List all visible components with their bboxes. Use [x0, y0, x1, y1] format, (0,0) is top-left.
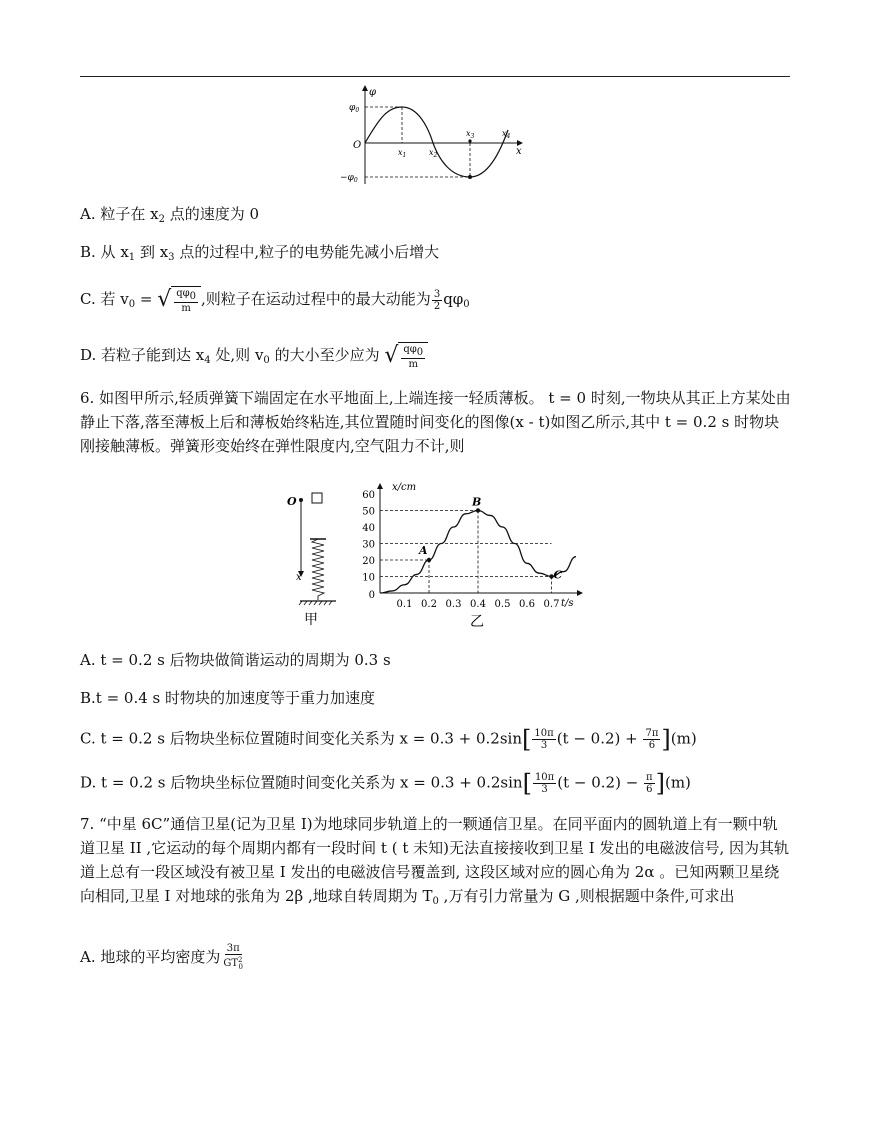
y-axis-title: x/cm	[392, 482, 417, 493]
q7-stem: 7. “中星 6C”通信卫星(记为卫星 I)为地球同步轨道上的一颗通信卫星。在同平面内的圆轨道上有一颗中轨道卫星 II ,它运动的每个周期内都有一段时间 t ( t 未知)无法直接接收到卫星 I 发出的电磁波信号, 因为其轨道上总有一段区域没有被卫星 I 发出的电磁波信号覆盖到, 这段区域对应的圆心角为 2α 。已知两颗卫星绕向相同,卫星 I 对地球的张角为 2β ,地球自转周期为 $T_0$ ,万有引力常量为 G ,则根据题中条件,可求出	[80, 815, 789, 907]
x2-label: x	[429, 148, 434, 157]
x1-label: x	[398, 148, 403, 157]
point-label-c: C	[553, 568, 563, 582]
x-tick-label: 0.3	[445, 599, 462, 610]
svg-text:x1	[398, 148, 406, 159]
x-arrow-label: x	[296, 572, 302, 583]
x-tick-label: 0.4	[470, 599, 486, 610]
q6-option-c: C. t = 0.2 s 后物块坐标位置随时间变化关系为 x = 0.3 + 0.2sin[ $\frac{10\pi}{3}$ (t − 0.2) + $\frac{7\pi}{6}$ ](m)	[80, 725, 697, 754]
q5-option-a: A. 粒子在 $x_2$ 点的速度为 0	[80, 205, 260, 225]
x1-sub: 1	[402, 152, 407, 159]
origin-o-label: O	[287, 495, 297, 508]
svg-text:φ0	[349, 103, 359, 114]
xt-chart	[356, 478, 596, 630]
q5-option-d: D. 若粒子能到达 $x_4$ 处,则 $v_0$ 的大小至少应为 √ $\frac{q\varphi_0}{m}$	[80, 342, 428, 371]
phi0-label: φ	[349, 103, 356, 113]
y-tick-label: 10	[362, 572, 375, 584]
point-label-b: B	[472, 495, 482, 509]
y-tick-label: 50	[362, 506, 375, 518]
y-tick-label: 20	[362, 556, 375, 567]
three-halves-fraction: $\frac{3}{2}$	[433, 288, 441, 312]
chart-origin: 0	[368, 590, 375, 601]
point-b	[476, 508, 480, 512]
q6-stem: 6. 如图甲所示,轻质弹簧下端固定在水平地面上,上端连接一轻质薄板。 t = 0 时刻,一物块从其正上方某处由静止下落,落至薄板上后和薄板始终粘连,其位置随时间变化的图像(x - t)如图乙所示,其中 t = 0.2 s 时物块刚接触薄板。弹簧形变始终在弹性限度内,空气阻力不计,则	[80, 389, 791, 455]
q7-option-a: A. 地球的平均密度为 $\frac{3\pi}{GT^2_0}$	[80, 943, 243, 971]
neg-phi0-label: −φ	[340, 173, 354, 183]
svg-text:−φ0	[340, 173, 358, 184]
x2-sub: 2	[433, 152, 438, 159]
neg-phi0-sub: 0	[353, 177, 358, 184]
q6-option-b: B.t = 0.4 s 时物块的加速度等于重力加速度	[80, 689, 376, 707]
y-tick-label: 30	[362, 539, 375, 551]
x3-sub: 3	[470, 133, 475, 140]
point-a	[427, 558, 431, 562]
x-axis-title: t/s	[561, 598, 574, 609]
sqrt-expression: √ $\frac{q\varphi_0}{m}$	[384, 342, 428, 370]
svg-text:x4	[502, 129, 511, 140]
spring-figure	[282, 488, 344, 628]
svg-text:x3	[466, 129, 475, 140]
x-tick-label: 0.2	[421, 599, 437, 610]
q6-option-d: D. t = 0.2 s 后物块坐标位置随时间变化关系为 x = 0.3 + 0.2sin[ $\frac{10\pi}{3}$ (t − 0.2) − $\frac{\pi}{6}$ ](m)	[80, 769, 691, 798]
x-tick-label: 0.6	[519, 599, 535, 610]
density-fraction: $\frac{3\pi}{GT^2_0}$	[223, 943, 243, 971]
potential-graph	[340, 82, 530, 188]
q5-option-b: B. 从 $x_1$ 到 $x_3$ 点的过程中,粒子的电势能先减小后增大	[80, 243, 440, 263]
x-tick-label: 0.5	[494, 599, 511, 610]
x3-label: x	[466, 129, 471, 138]
phi0-sub: 0	[355, 107, 360, 114]
origin-label: O	[353, 140, 362, 151]
x4-sub: 4	[506, 133, 511, 140]
x-tick-label: 0.7	[543, 599, 560, 610]
point-label-a: A	[419, 544, 428, 557]
y-tick-label: 60	[362, 490, 375, 501]
phi-axis-label: φ	[369, 87, 377, 98]
q5-option-c: C. 若 $v_0$ = √ $\frac{q\varphi_0}{m}$ ,则粒子在运动过程中的最大动能为 $\frac{3}{2}$ $q\varphi_0$	[80, 287, 470, 314]
x-tick-label: 0.1	[396, 599, 413, 610]
sqrt-expression: √ $\frac{q\varphi_0}{m}$	[157, 286, 201, 314]
q6-option-a: A. t = 0.2 s 后物块做简谐运动的周期为 0.3 s	[80, 651, 391, 669]
x4-label: x	[502, 129, 507, 138]
y-tick-label: 40	[362, 523, 375, 534]
jia-caption: 甲	[304, 612, 318, 628]
header-rule	[80, 76, 790, 77]
yi-caption: 乙	[470, 614, 484, 630]
x-axis-label: x	[516, 146, 522, 157]
